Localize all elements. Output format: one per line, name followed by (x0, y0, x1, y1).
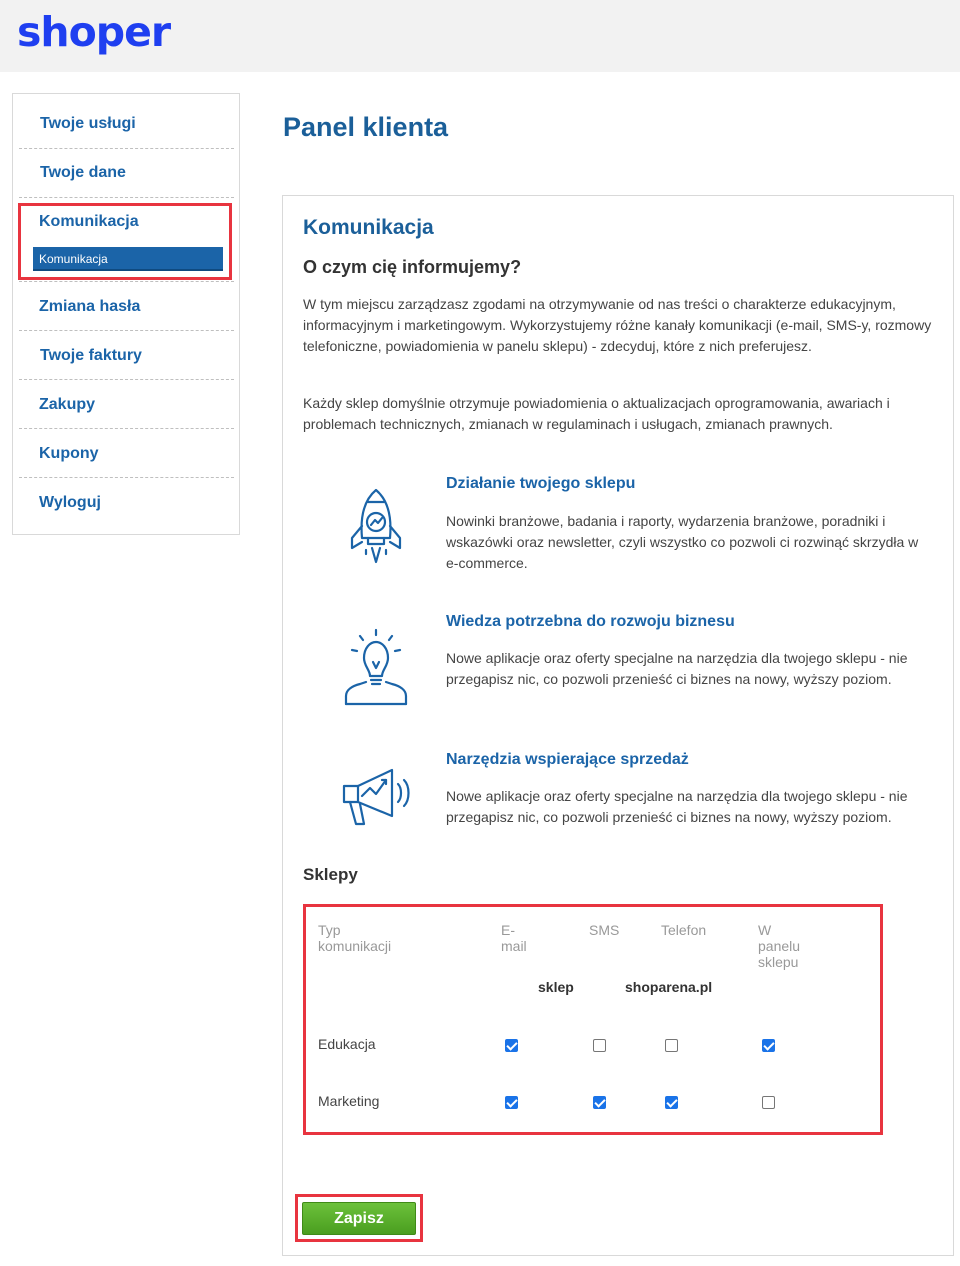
feature-description: Nowinki branżowe, badania i raporty, wydarzenia branżowe, poradniki i wskazówki oraz newsletter, czyli wszystko co pozwoli ci rozwinąć skrzydła w e-commerce. (446, 513, 919, 571)
row-label-education: Edukacja (318, 1036, 376, 1052)
feature-description: Nowe aplikacje oraz oferty specjalne na narzędzia dla twojego sklepu - nie przegapisz nic, co pozwoli przenieść ci biznes na nowy, wyższy poziom. (446, 650, 908, 687)
sidebar-subitem-communication[interactable]: Komunikacja (33, 247, 223, 271)
rocket-icon (338, 486, 414, 568)
section-title: Komunikacja (303, 216, 434, 239)
sidebar-item-label: Wyloguj (39, 494, 101, 511)
sidebar-item-label: Komunikacja (39, 213, 139, 230)
sidebar-item-services[interactable] (19, 100, 234, 149)
sidebar-item-label: Twoje faktury (40, 347, 142, 364)
page-title: Panel klienta (283, 112, 449, 142)
highlight-table (303, 904, 883, 1135)
sidebar-item-label: Twoje dane (40, 164, 126, 181)
column-header-email: E-mail (501, 922, 527, 954)
default-notifications-paragraph: Każdy sklep domyślnie otrzymuje powiadomienia o aktualizacjach oprogramowania, awariach i problemach technicznych, zmianach w regulaminach i usługach, zmianach prawnych. (303, 395, 890, 432)
sidebar-item-label: Twoje usługi (40, 115, 136, 132)
column-header-sms: SMS (589, 922, 620, 938)
feature-title: Działanie twojego sklepu (446, 475, 636, 492)
shop-name: sklep (538, 979, 574, 995)
sidebar-item-invoices[interactable] (19, 331, 234, 380)
sidebar-item-label: Zmiana hasła (39, 298, 141, 315)
sidebar-item-label: Zakupy (39, 396, 96, 413)
shoper-logo[interactable]: shoper (17, 8, 171, 56)
sidebar-item-label: Kupony (39, 445, 99, 462)
column-header-phone: Telefon (661, 922, 707, 938)
megaphone-icon (338, 764, 414, 846)
shop-name: shoparena.pl (625, 979, 713, 995)
feature-title: Wiedza potrzebna do rozwoju biznesu (446, 613, 735, 630)
sidebar-item-coupons[interactable] (19, 429, 234, 478)
sidebar-item-data[interactable] (19, 149, 234, 198)
top-bar (0, 0, 960, 72)
feature-title: Narzędzia wspierające sprzedaż (446, 751, 689, 768)
intro-paragraph: W tym miejscu zarządzasz zgodami na otrzymywanie od nas treści o charakterze edukacyjnym, informacyjnym i marketingowym. Wykorzystujemy różne kanały komunikacji (e-mail, SMS-y, rozmowy telefoniczne, powiadomienia w panelu sklepu) - zdecyduj, które z nich preferujesz. (303, 296, 932, 354)
sidebar-item-password[interactable] (19, 282, 234, 331)
row-label-marketing: Marketing (318, 1093, 380, 1109)
lightbulb-icon (338, 626, 414, 708)
shops-heading: Sklepy (303, 865, 358, 884)
sidebar (12, 93, 240, 535)
column-header-type: Typ komunikacji (318, 922, 392, 954)
highlight-save (295, 1194, 423, 1242)
sidebar-item-logout[interactable] (19, 478, 234, 527)
column-header-panel: W panelu sklepu (758, 922, 801, 970)
feature-description: Nowe aplikacje oraz oferty specjalne na narzędzia dla twojego sklepu - nie przegapisz nic, co pozwoli przenieść ci biznes na nowy, wyższy poziom. (446, 788, 908, 825)
section-subtitle: O czym cię informujemy? (303, 257, 522, 277)
sidebar-item-purchases[interactable] (19, 380, 234, 429)
highlight-communication (18, 203, 232, 280)
save-button[interactable]: Zapisz (302, 1202, 416, 1235)
